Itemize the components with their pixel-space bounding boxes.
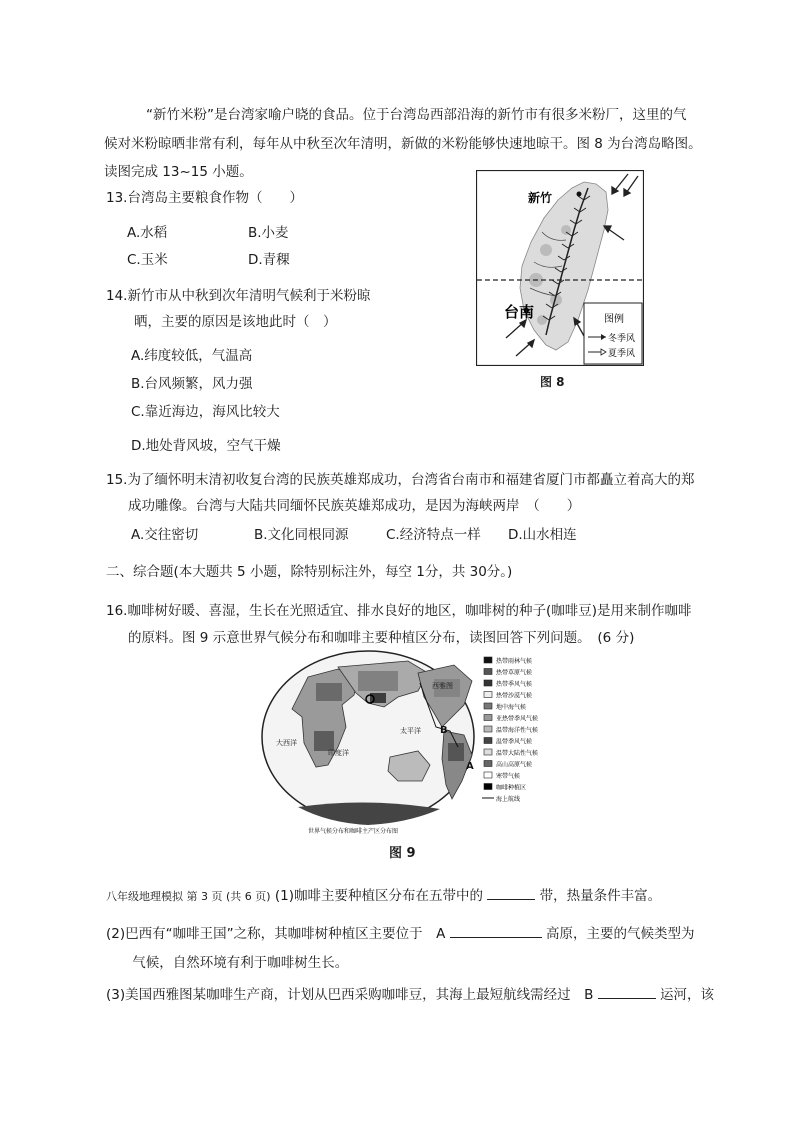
legend-swatch [484, 669, 492, 675]
legend-summer-monsoon: 夏季风 [608, 349, 636, 359]
fig8-legend [584, 303, 642, 364]
sub2-prefix: (2)巴西有“咖啡王国”之称，其咖啡树种植区主要位于 A [106, 926, 446, 942]
intro-line-1: “新竹米粉”是台湾家喻户晓的食品。位于台湾岛西部沿海的新竹市有很多米粉厂，这里的气 [146, 107, 687, 123]
q14-stem-1: 14.新竹市从中秋到次年清明气候利于米粉晾 [106, 288, 371, 304]
q16-stem-1: 16.咖啡树好暖、喜湿，生长在光照适宜、排水良好的地区，咖啡树的种子(咖啡豆)是用来制作咖啡 [106, 603, 692, 619]
q14-option-a: A.纬度较低，气温高 [131, 348, 253, 364]
label-xinzhu: 新竹 [528, 191, 553, 205]
q15-stem-1: 15.为了缅怀明末清初收复台湾的民族英雄郑成功，台湾省台南市和福建省厦门市都矗立着高大的郑 [106, 472, 695, 488]
legend-label: 海上航线 [496, 796, 521, 803]
q13-stem: 13.台湾岛主要粮食作物（ ） [106, 190, 303, 206]
q14-option-d: D.地处背风坡，空气干燥 [131, 438, 281, 454]
sub3-suffix: 运河，该 [659, 987, 714, 1003]
label-atlantic: 大西洋 [276, 739, 297, 747]
legend-label: 热带沙漠气候 [496, 692, 533, 700]
q13-option-c: C.玉米 [127, 252, 168, 268]
q15-option-b: B.文化同根同源 [254, 527, 349, 543]
intro-line-2: 候对米粉晾晒非常有利，每年从中秋至次年清明，新做的米粉能够快速地晾干。图 8 为台湾岛略图。 [104, 136, 702, 152]
label-indian-ocean: 印度洋 [328, 749, 349, 757]
legend-title: 图例 [604, 314, 624, 325]
legend-swatch [484, 680, 492, 686]
fig9-caption: 图 9 [389, 846, 416, 861]
world-climate-map-figure [258, 647, 558, 837]
legend-swatch [484, 749, 492, 755]
taiwan-map-figure [476, 170, 644, 366]
q13-option-d: D.青稞 [248, 252, 290, 268]
legend-swatch [484, 784, 492, 790]
sub1-suffix: 带，热量条件丰富。 [539, 888, 662, 904]
label-tainan: 台南 [504, 303, 535, 321]
q15-option-c: C.经济特点一样 [386, 527, 481, 543]
legend-swatch [484, 703, 492, 709]
legend-swatch [484, 657, 492, 663]
legend-label: 热带雨林气候 [496, 658, 533, 665]
legend-label: 地中海气候 [496, 704, 527, 711]
fig9-legend [482, 657, 538, 803]
q13-option-b: B.小麦 [248, 225, 289, 241]
legend-swatch [484, 715, 492, 721]
sub2-plateau-blank[interactable] [450, 925, 542, 938]
q15-stem-2: 成功雕像。台湾与大陆共同缅怀民族英雄郑成功，是因为海峡两岸 （ ） [128, 498, 581, 514]
legend-label: 温带季风气候 [496, 738, 533, 746]
legend-swatch [484, 772, 492, 778]
legend-swatch [484, 738, 492, 744]
xinzhu-city-dot [577, 192, 582, 197]
section-2-heading: 二、综合题(本大题共 5 小题，除特别标注外，每空 1分，共 30分。) [106, 564, 513, 580]
label-pacific: 太平洋 [400, 727, 421, 735]
legend-label: 亚热带季风气候 [496, 715, 539, 723]
legend-label: 热带季风气候 [496, 681, 533, 688]
intro-line-3: 读图完成 13~15 小题。 [104, 164, 253, 180]
q15-option-a: A.交往密切 [131, 527, 199, 543]
legend-label: 咖啡种植区 [496, 784, 527, 792]
legend-label: 温带大陆性气候 [496, 750, 539, 757]
legend-winter-monsoon: 冬季风 [608, 334, 636, 344]
q14-stem-2: 晒，主要的原因是该地此时（ ） [134, 314, 337, 330]
legend-swatch [484, 726, 492, 732]
legend-swatch [484, 692, 492, 698]
sub3-prefix: (3)美国西雅图某咖啡生产商，计划从巴西采购咖啡豆，其海上最短航线需经过 B [106, 987, 594, 1003]
map-title: 世界气候分布和咖啡主产区分布图 [308, 828, 399, 835]
legend-swatch [484, 761, 492, 767]
fig8-caption: 图 8 [540, 375, 565, 389]
q14-option-b: B.台风频繁，风力强 [131, 376, 253, 392]
sub2-line2: 气候，自然环境有利于咖啡树生长。 [132, 955, 349, 971]
q13-option-a: A.水稻 [127, 225, 168, 241]
legend-label: 寒带气候 [496, 773, 521, 780]
label-B: B [440, 725, 448, 736]
sub1-prefix: (1)咖啡主要种植区分布在五带中的 [274, 888, 483, 904]
sub3-canal-blank[interactable] [598, 986, 656, 999]
legend-label: 高山高原气候 [496, 761, 533, 769]
q14-option-c: C.靠近海边，海风比较大 [131, 404, 280, 420]
sub1-answer-blank[interactable] [487, 887, 535, 900]
q16-stem-2: 的原料。图 9 示意世界气候分布和咖啡主要种植区分布，读图回答下列问题。 (6 分) [128, 630, 635, 646]
label-A: A [466, 761, 474, 772]
legend-label: 热带草原气候 [496, 669, 533, 677]
q15-option-d: D.山水相连 [508, 527, 577, 543]
page-footer: 八年级地理模拟 第 3 页 (共 6 页) [106, 890, 271, 903]
sub2-middle: 高原，主要的气候类型为 [545, 926, 695, 942]
label-seattle: 西雅图 [432, 682, 453, 690]
legend-label: 温带海洋性气候 [496, 727, 539, 734]
